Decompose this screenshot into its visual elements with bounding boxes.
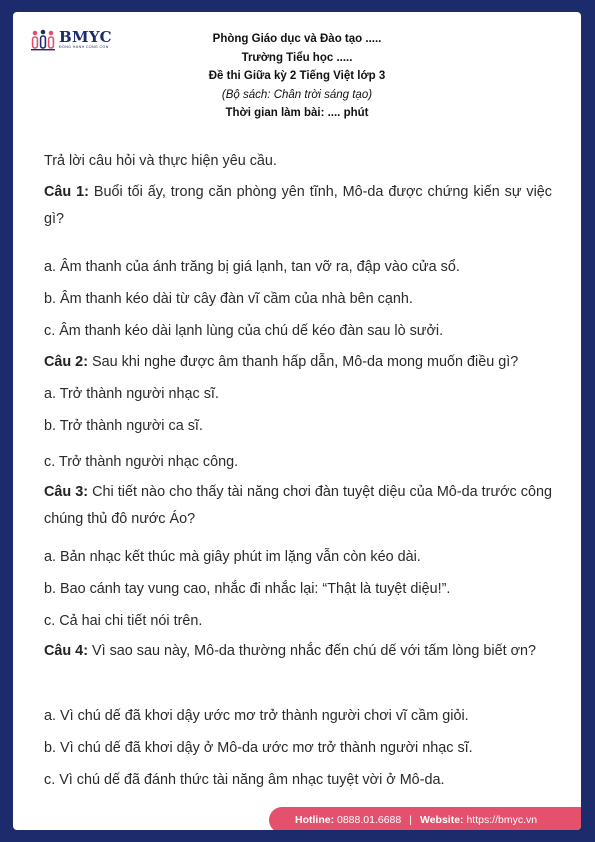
- question-label: Câu 1:: [44, 184, 89, 200]
- header-book-series: (Bộ sách: Chân trời sáng tạo): [221, 88, 373, 101]
- option-1c: c. Âm thanh kéo dài lạnh lùng của chú dế kéo đàn sau lò sưởi.: [44, 323, 444, 339]
- question-label: Câu 2:: [44, 354, 88, 370]
- contact-footer: [269, 807, 581, 830]
- website-label: Website:: [419, 814, 464, 826]
- question-text: Vì sao sau này, Mô-da thường nhắc đến chú dế với tấm lòng biết ơn?: [87, 643, 537, 659]
- header-exam-title: Đề thi Giữa kỳ 2 Tiếng Việt lớp 3: [208, 70, 386, 82]
- header-time-limit: Thời gian làm bài: .... phút: [225, 107, 369, 119]
- option-2c: c. Trở thành người nhạc công.: [44, 454, 239, 470]
- question-4: [44, 638, 552, 665]
- question-1: [44, 179, 552, 233]
- question-text: Sau khi nghe được âm thanh hấp dẫn, Mô-da mong muốn điều gì?: [87, 354, 519, 370]
- option-3a: a. Bản nhạc kết thúc mà giây phút im lặng vẫn còn kéo dài.: [44, 549, 421, 565]
- brand-name: BMYC: [59, 28, 112, 47]
- option-2b: b. Trở thành người ca sĩ.: [44, 418, 203, 434]
- option-3c: c. Cả hai chi tiết nói trên.: [44, 613, 203, 629]
- hotline-number[interactable]: 0888.01.6688: [337, 814, 402, 826]
- document-header: [13, 30, 581, 123]
- question-text: Chi tiết nào cho thấy tài năng chơi đàn tuyệt diệu của Mô-da trước công chúng thủ đô nước Áo?: [44, 484, 553, 527]
- question-text: Buổi tối ấy, trong căn phòng yên tĩnh, Mô-da được chứng kiến sự việc gì?: [44, 184, 553, 227]
- option-4a: a. Vì chú dế đã khơi dậy ước mơ trở thành người chơi vĩ cầm giỏi.: [44, 708, 469, 724]
- brand-tagline: ĐỒNG HÀNH CÙNG CON: [59, 45, 109, 50]
- question-3: [44, 479, 552, 533]
- option-2a: a. Trở thành người nhạc sĩ.: [44, 386, 219, 402]
- footer-separator: |: [409, 814, 412, 826]
- website-link[interactable]: https://bmyc.vn: [466, 814, 538, 826]
- question-label: Câu 3:: [44, 484, 89, 500]
- hotline-label: Hotline:: [295, 814, 335, 826]
- header-department: Phòng Giáo dục và Đào tạo .....: [212, 33, 382, 45]
- option-1b: b. Âm thanh kéo dài từ cây đàn vĩ cầm của nhà bên cạnh.: [44, 291, 413, 307]
- header-school: Trường Tiểu học .....: [241, 51, 353, 64]
- question-label: Câu 4:: [44, 643, 88, 659]
- option-4b: b. Vì chú dế đã khơi dậy ở Mô-da ước mơ trở thành người nhạc sĩ.: [44, 740, 473, 756]
- option-3b: b. Bao cánh tay vung cao, nhắc đi nhắc lại: “Thật là tuyệt diệu!”.: [44, 581, 451, 597]
- option-1a: a. Âm thanh của ánh trăng bị giá lạnh, tan vỡ ra, đập vào cửa sổ.: [44, 259, 460, 275]
- instruction-text: Trả lời câu hỏi và thực hiện yêu cầu.: [44, 153, 277, 169]
- document-page: [13, 12, 581, 830]
- question-2: [44, 354, 518, 370]
- option-4c: c. Vì chú dế đã đánh thức tài năng âm nhạc tuyệt vời ở Mô-da.: [44, 772, 445, 788]
